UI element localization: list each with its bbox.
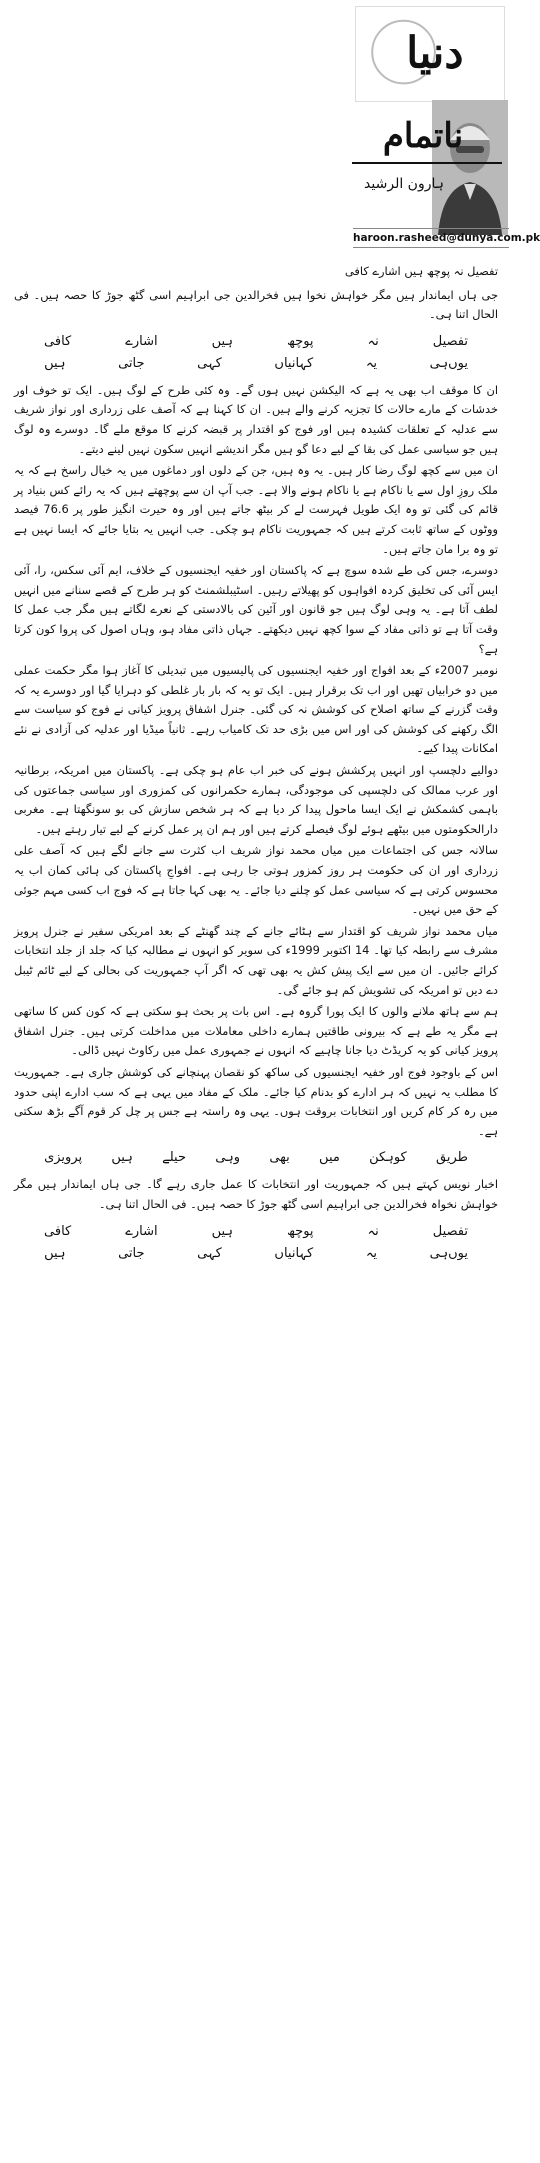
verse-bottom [14, 1147, 498, 1169]
intro-paragraph: جی ہاں ایماندار ہیں مگر خواہش نخوا ہیں فخرالدین جی ابراہیم اسی گٹھ جوڑ کا حصہ ہیں۔ فی الحال اتنا ہی۔ [14, 287, 498, 322]
article-paragraph: ان میں سے کچھ لوگ رضا کار ہیں۔ یہ وہ ہیں، جن کے دلوں اور دماغوں میں یہ خیال راسخ ہے کہ یہ ملک روزِ اول سے یا ناکام ہے یا ناکام ہونے والا ہے۔ جب آپ ان سے پوچھتے ہیں کہ یہ رائے کس بنیاد پر قائم کی گئی تو وہ ایک طویل فہرست لے کر بیٹھ جاتے ہیں اور وہ حیرت انگیز طور پر 76.6 فیصد ووٹوں کے ساتھ ثابت کرتے ہیں کہ جمہوریت ناکام ہو چکی۔ جب انہیں یہ بتایا جائے کہ ایسا نہیں ہے تو وہ برا مان جاتے ہیں۔ [14, 463, 498, 556]
verse-top [14, 331, 498, 375]
article-paragraph: ان کا موقف اب بھی یہ ہے کہ الیکشن نہیں ہوں گے۔ وہ کئی طرح کے لوگ ہیں۔ ایک تو خوف اور خدشات کے مارے حالات کا تجزیہ کرنے والے ہیں۔ ان کا کہنا ہے کہ آصف علی زرداری اور نواز شریف سے عدلیہ کے تعلقات کشیدہ ہیں اور فوج کو اقتدار پر قبضہ کرنے کا موقع ملے گا۔ دوسرے وہ لوگ ہیں جو سیاسی عمل کی بقا کے لیے دعا گو ہیں مگر اندیشے انہیں سکون نہیں لینے دیتے۔ [14, 382, 498, 456]
article-paragraph: نومبر 2007ء کے بعد افواج اور خفیہ ایجنسیوں کی پالیسیوں میں تبدیلی کا آغاز ہوا مگر حکمت عملی میں دو خرابیاں تھیں اور اب تک برقرار ہیں۔ ایک تو یہ کہ بار بار غلطی کو دہرایا گیا اور دوسرے یہ کہ وقت گزرنے کے ساتھ اصلاح کی کوشش نہ کی گئی۔ جنرل اشفاق پرویز کیانی نے فوج کو سیاست سے الگ رکھنے کی کوشش کی اور اس میں بڑی حد تک کامیاب رہے۔ ثانیاً میڈیا اور عدلیہ کی آزادی نے نئے امکانات پیدا کیے۔ [14, 663, 499, 756]
article-paragraph: میاں محمد نواز شریف کو اقتدار سے ہٹائے جانے کے چند گھنٹے کے بعد امریکی سفیر نے جنرل پرویز مشرف سے رابطہ کیا تھا۔ 14 اکتوبر 1999ء کی سویر کو انہوں نے مطالبہ کیا کہ جلد از جلد انتخابات کرائے جائیں۔ ان میں سے ایک پیش کش یہ بھی تھی کہ اگر آپ جمہوریت کی بحالی کے لیے ٹائم ٹیبل دے دیں تو امریکہ کی تشویش کم ہو جائے گی۔ [14, 923, 498, 997]
verse-end [14, 1221, 498, 1265]
title-divider [352, 162, 502, 164]
newspaper-logo [355, 6, 505, 102]
verse-line: یوں‌ہی یہ کہانیاں کہی جاتی ہیں [44, 355, 468, 371]
header-verse: تفصیل نہ پوچھ ہیں اشارے کافی [344, 264, 498, 278]
article-paragraph: دوسرے، جس کی طے شدہ سوچ ہے کہ پاکستان اور خفیہ ایجنسیوں کے خلاف، ایم آئی سکس، را، آئی ایس آئی کی تخلیق کردہ افواہوں کو پھیلاتے رہیں۔ اسٹیبلشمنٹ کو ہر طرح کے قصے سنانے میں انہیں لطف آتا ہے۔ یہ وہی لوگ ہیں جو قانون اور آئین کی بالادستی کے نعرے لگاتے ہیں مگر جب عمل کا وقت آتا ہے تو ذاتی مفاد کے سوا کچھ نہیں دیکھتے۔ جہاں ذاتی مفاد ہو، وہاں اصول کی پروا کون کرتا ہے؟ [14, 563, 498, 656]
author-name: ہارون الرشید [364, 176, 444, 192]
article-paragraph: اس کے باوجود فوج اور خفیہ ایجنسیوں کی ساکھ کو نقصان پہنچانے کی کوشش جاری ہے۔ جمہوریت کا مطلب یہ نہیں کہ ہر ادارے کو بدنام کیا جائے۔ ملک کے مفاد میں یہی ہے کہ سب ادارے اپنی حدود میں رہ کر کام کریں اور انتخابات بروقت ہوں۔ یہی وہ راستہ ہے جس پر چل کر قوم آگے بڑھ سکتی ہے۔ [14, 1064, 498, 1138]
column-title: ناتمام [382, 116, 464, 156]
closing-paragraph: اخبار نویس کہتے ہیں کہ جمہوریت اور انتخابات کا عمل جاری رہے گا۔ جی ہاں ایماندار ہیں مگر خواہش نخواہ فخرالدین جی ابراہیم اسی گٹھ جوڑ کا حصہ ہیں۔ فی الحال اتنا ہی۔ [14, 1177, 498, 1211]
article-paragraph: ہم سے ہاتھ ملانے والوں کا ایک پورا گروہ ہے۔ اس بات پر بحث ہو سکتی ہے کہ کون کس کا ساتھی ہے مگر یہ طے ہے کہ بیرونی طاقتیں ہمارے داخلی معاملات میں مداخلت کرتی ہیں۔ جنرل اشفاق پرویز کیانی کو یہ کریڈٹ دیا جانا چاہیے کہ انہوں نے جمہوری عمل میں رکاوٹ نہیں ڈالی۔ [14, 1004, 498, 1058]
verse-line: تفصیل نہ پوچھ ہیں اشارے کافی [44, 1223, 468, 1239]
article-body [14, 262, 498, 2152]
verse-line: یوں‌ہی یہ کہانیاں کہی جاتی ہیں [44, 1245, 468, 1261]
verse-line: طریق کوہکن میں بھی وہی حیلے ہیں پرویزی [44, 1150, 468, 1166]
verse-line: تفصیل نہ پوچھ ہیں اشارے کافی [44, 333, 468, 349]
dunya-logo-icon [356, 7, 504, 101]
author-email: haroon.rasheed@dunya.com.pk [353, 228, 509, 248]
article-paragraph: سالانہ جس کی اجتماعات میں میاں محمد نواز شریف اب کثرت سے جانے لگے ہیں کہ آصف علی زرداری اور ان کی حکومت ہر روز کمزور ہوتی جا رہی ہے۔ افواجِ پاکستان کی ہائی کمان اب یہ محسوس کرتی ہے کہ سیاسی عمل کو چلنے دیا جائے۔ یہ بھی کہا جاتا ہے کہ فوج اب کسی مہم جوئی کے حق میں نہیں۔ [14, 843, 498, 917]
article-paragraph: دوالیے دلچسپ اور انہیں پرکشش ہونے کی خبر اب عام ہو چکی ہے۔ پاکستان میں امریکہ، برطانیہ اور عرب ممالک کی دلچسپی کی موجودگی، ہمارے حکمرانوں کی کمزوری اور سیاسی جماعتوں کی باہمی کشمکش نے ایک ایسا ماحول پیدا کر دیا ہے کہ ہر شخص سازش کی بو سونگھتا ہے۔ مغربی دارالحکومتوں میں بیٹھے ہوئے لوگ فیصلے کرتے ہیں اور ہم ان پر عمل کرنے کے لیے تیار رہتے ہیں۔ [14, 763, 498, 836]
svg-text:دنیا: دنیا [406, 28, 464, 79]
masthead [0, 0, 540, 300]
